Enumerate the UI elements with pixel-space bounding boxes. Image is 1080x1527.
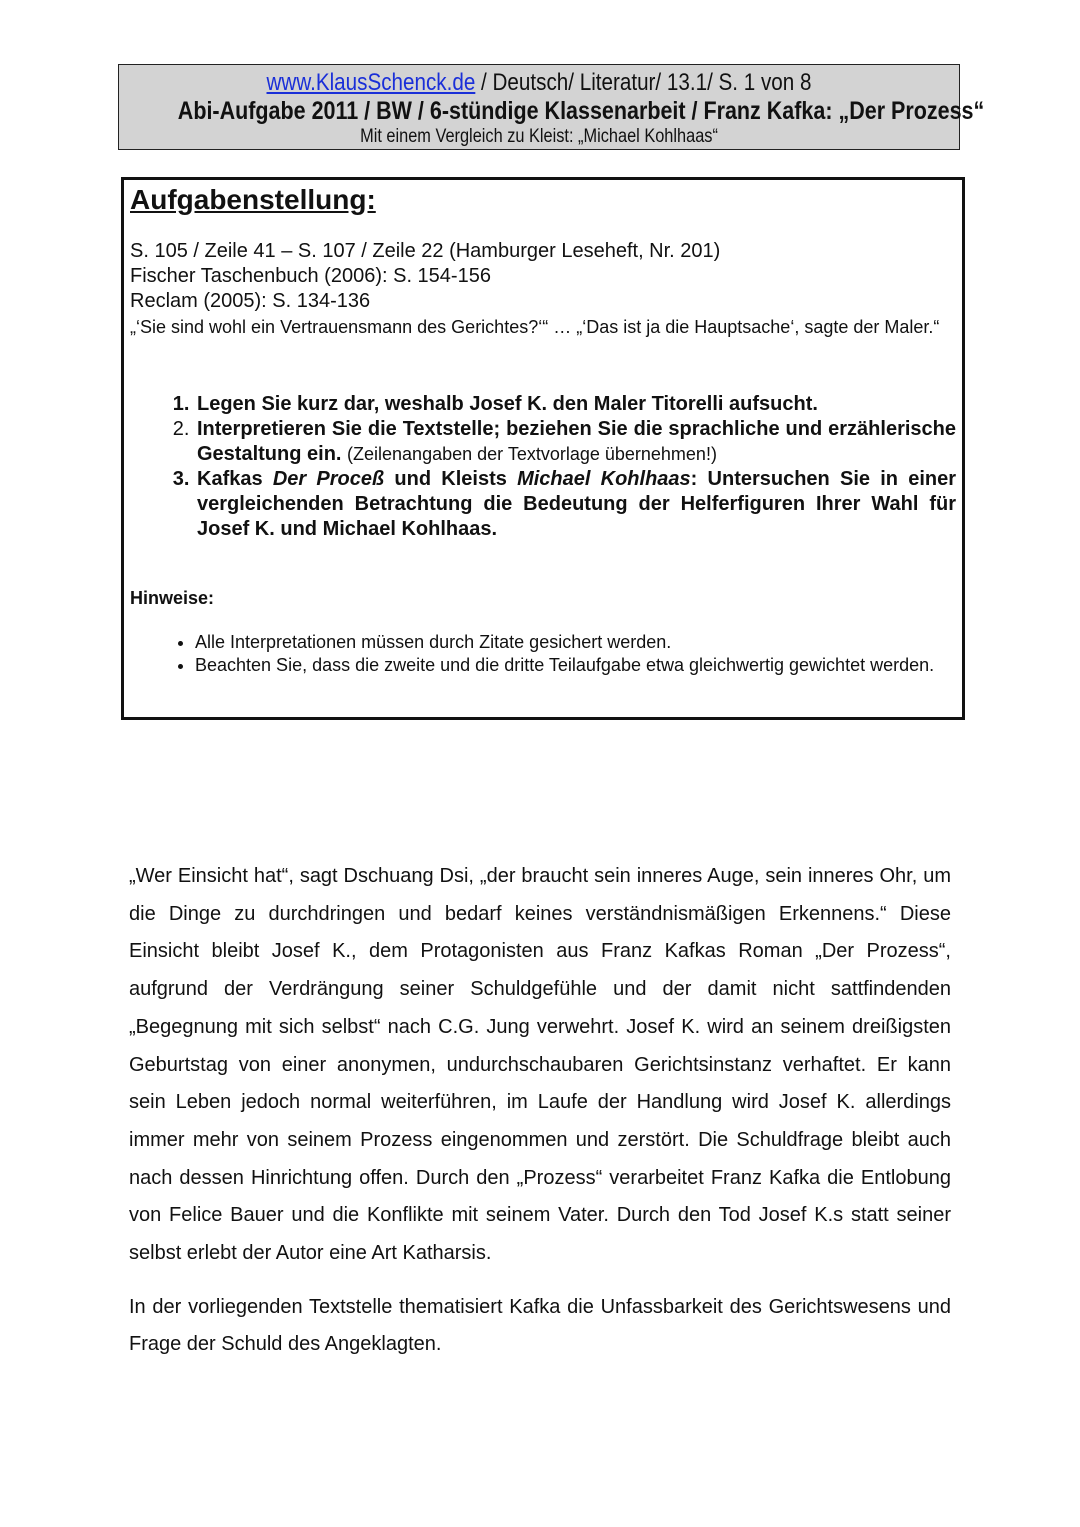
task-item-2 xyxy=(195,417,956,467)
task-item-3-text: und Kleists xyxy=(384,468,518,490)
hint-item: • Alle Interpretationen müssen durch Zitate gesichert werden. xyxy=(195,631,956,654)
task-list xyxy=(130,392,956,542)
task-item-3-text: : Untersuchen Sie in einer vergleichenden Betrachtung die Bedeutung der Helferfiguren Ihrer Wahl für Josef K. und Michael Kohlhaas. xyxy=(197,468,957,540)
essay-paragraph-1: „Wer Einsicht hat“, sagt Dschuang Dsi, „der braucht sein inneres Auge, sein inneres Ohr, um die Dinge zu durchdringen und bedarf keines verständnismäßigen Erkennens.“ Diese Einsicht bleibt Josef K., dem Protagonisten aus Franz Kafkas Roman „Der Prozess“, aufgrund der Verdrängung seiner Schuldgefühle und der damit nicht sattfindenden „Begegnung mit sich selbst“ nach C.G. Jung verwehrt. Josef K. wird an seinem dreißigsten Geburtstag von einer anonymen, undurchschaubaren Gerichtsinstanz verhaftet. Er kann sein Leben jedoch normal weiterführen, im Laufe der Handlung wird Josef K. allerdings immer mehr von seinem Prozess eingenommen und zerstört. Die Schuldfrage bleibt auch nach dessen Hinrichtung offen. Durch den „Prozess“ verarbeitet Franz Kafka die Entlobung von Felice Bauer und die Konflikte mit seinem Vater. Durch den Tod Josef K.s statt seiner selbst erlebt der Autor eine Art Katharsis. xyxy=(129,865,951,1265)
task-item-2-text: Interpretieren Sie die Textstelle; beziehen Sie die sprachliche und erzählerische Gestaltung ein. xyxy=(197,418,956,465)
essay-paragraph-2: In der vorliegenden Textstelle thematisiert Kafka die Unfassbarkeit des Gerichtswesens und Frage der Schuld des Angeklagten. xyxy=(129,1295,951,1356)
task-title: Aufgabenstellung: xyxy=(130,184,376,215)
task-box xyxy=(121,177,965,720)
header-subtitle: Mit einem Vergleich zu Kleist: „Michael Kohlhaas“ xyxy=(360,126,718,147)
source-line: S. 105 / Zeile 41 – S. 107 / Zeile 22 (Hamburger Leseheft, Nr. 201) xyxy=(130,240,721,262)
header-line-1 xyxy=(178,69,900,97)
source-line: Fischer Taschenbuch (2006): S. 154-156 xyxy=(130,265,491,287)
work-title-proceß: Der Proceß xyxy=(272,468,385,490)
source-line: Reclam (2005): S. 134-136 xyxy=(130,290,371,312)
work-title-kohlhaas: Michael Kohlhaas xyxy=(517,468,691,490)
page-header xyxy=(118,64,985,150)
task-item-2-note: (Zeilenangaben der Textvorlage übernehmen!) xyxy=(347,444,717,464)
task-item-1 xyxy=(195,392,956,417)
hint-item: • Beachten Sie, dass die zweite und die dritte Teilaufgabe etwa gleichwertig gewichtet werden. xyxy=(195,654,956,677)
header-breadcrumb: / Deutsch/ Literatur/ 13.1/ S. 1 von 8 xyxy=(475,69,812,96)
text-quote: „‘Sie sind wohl ein Vertrauensmann des Gerichtes?‘“ … „‘Das ist ja die Hauptsache‘, sagte der Maler.“ xyxy=(130,317,940,337)
task-item-1-text: Legen Sie kurz dar, weshalb Josef K. den Maler Titorelli aufsucht. xyxy=(197,393,818,415)
header-title: Abi-Aufgabe 2011 / BW / 6-stündige Klassenarbeit / Franz Kafka: „Der Prozess“ xyxy=(177,97,985,125)
website-link[interactable]: www.KlausSchenck.de xyxy=(266,69,476,96)
hints-list xyxy=(130,631,956,677)
essay-text xyxy=(129,858,951,1364)
task-item-3 xyxy=(195,467,956,542)
hints-title: Hinweise: xyxy=(130,588,215,608)
task-item-3-text: Kafkas xyxy=(197,468,273,490)
